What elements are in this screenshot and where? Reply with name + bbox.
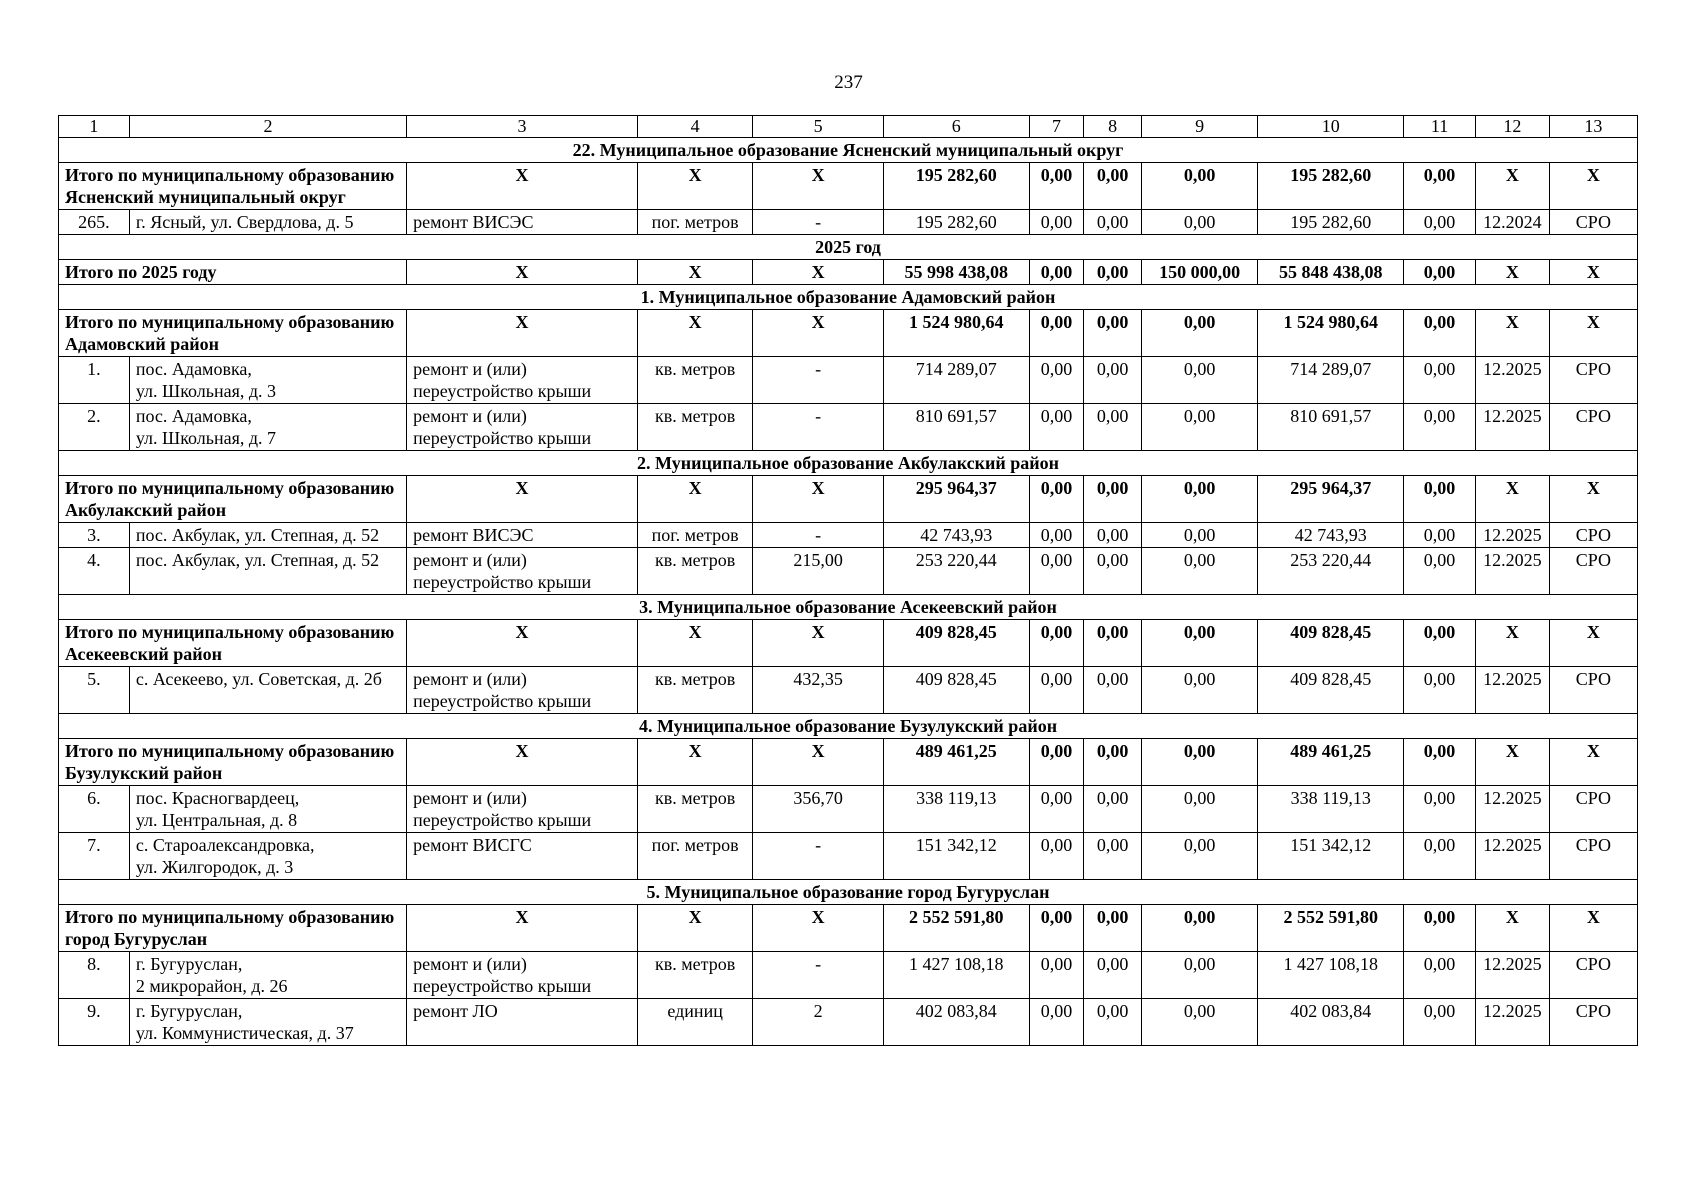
value-cell-c5: - bbox=[753, 404, 884, 451]
section-title: 22. Муниципальное образование Ясненский муниципальный округ bbox=[59, 138, 1638, 163]
column-number: 13 bbox=[1549, 116, 1637, 138]
work-type-cell: ремонт ВИСЭС bbox=[407, 523, 638, 548]
total-cell-c13: Х bbox=[1549, 476, 1637, 523]
total-cell-c5: Х bbox=[753, 163, 884, 210]
work-type-cell: ремонт и (или) переустройство крыши bbox=[407, 952, 638, 999]
value-cell-c5: - bbox=[753, 952, 884, 999]
total-cell-c13: Х bbox=[1549, 620, 1637, 667]
value-cell-c12: 12.2025 bbox=[1475, 357, 1549, 404]
work-type-cell: ремонт ЛО bbox=[407, 999, 638, 1046]
value-cell-c13: СРО bbox=[1549, 404, 1637, 451]
table-row bbox=[59, 833, 1638, 880]
value-cell-c10: 195 282,60 bbox=[1258, 210, 1404, 235]
total-cell-c9: 0,00 bbox=[1141, 620, 1257, 667]
total-cell-c11: 0,00 bbox=[1404, 905, 1476, 952]
total-cell-c8: 0,00 bbox=[1084, 260, 1142, 285]
section-header-row bbox=[59, 595, 1638, 620]
total-cell-c10: 195 282,60 bbox=[1258, 163, 1404, 210]
total-cell-c13: Х bbox=[1549, 163, 1637, 210]
total-cell-c8: 0,00 bbox=[1084, 476, 1142, 523]
total-cell-c3: Х bbox=[407, 905, 638, 952]
value-cell-c6: 195 282,60 bbox=[883, 210, 1029, 235]
total-row bbox=[59, 476, 1638, 523]
unit-cell: кв. метров bbox=[637, 357, 752, 404]
value-cell-c7: 0,00 bbox=[1029, 667, 1084, 714]
address-line: пос. Адамовка, bbox=[135, 359, 252, 379]
value-cell-c10: 1 427 108,18 bbox=[1258, 952, 1404, 999]
address-line: г. Бугуруслан, bbox=[135, 1001, 243, 1021]
total-cell-c9: 150 000,00 bbox=[1141, 260, 1257, 285]
total-cell-c5: Х bbox=[753, 260, 884, 285]
work-type-cell: ремонт и (или) переустройство крыши bbox=[407, 786, 638, 833]
total-label: Итого по 2025 году bbox=[59, 260, 407, 285]
total-cell-c4: Х bbox=[637, 905, 752, 952]
total-cell-c10: 1 524 980,64 bbox=[1258, 310, 1404, 357]
address-line-2: ул. Жилгородок, д. 3 bbox=[135, 857, 294, 877]
table-row bbox=[59, 952, 1638, 999]
total-cell-c3: Х bbox=[407, 620, 638, 667]
total-cell-c9: 0,00 bbox=[1141, 476, 1257, 523]
total-label: Итого по муниципальному образованию Бузулукский район bbox=[59, 739, 407, 786]
value-cell-c9: 0,00 bbox=[1141, 357, 1257, 404]
total-cell-c10: 489 461,25 bbox=[1258, 739, 1404, 786]
address-cell bbox=[129, 786, 406, 833]
section-header-row bbox=[59, 451, 1638, 476]
total-cell-c9: 0,00 bbox=[1141, 163, 1257, 210]
address-line: пос. Акбулак, ул. Степная, д. 52 bbox=[135, 525, 380, 545]
value-cell-c8: 0,00 bbox=[1084, 999, 1142, 1046]
section-header-row bbox=[59, 880, 1638, 905]
value-cell-c9: 0,00 bbox=[1141, 523, 1257, 548]
total-cell-c6: 2 552 591,80 bbox=[883, 905, 1029, 952]
total-cell-c7: 0,00 bbox=[1029, 739, 1084, 786]
value-cell-c7: 0,00 bbox=[1029, 833, 1084, 880]
address-line: г. Бугуруслан, bbox=[135, 954, 243, 974]
value-cell-c8: 0,00 bbox=[1084, 548, 1142, 595]
row-number: 265. bbox=[59, 210, 130, 235]
value-cell-c8: 0,00 bbox=[1084, 523, 1142, 548]
total-label: Итого по муниципальному образованию Асекеевский район bbox=[59, 620, 407, 667]
table-row bbox=[59, 999, 1638, 1046]
total-cell-c5: Х bbox=[753, 476, 884, 523]
total-cell-c8: 0,00 bbox=[1084, 310, 1142, 357]
unit-cell: кв. метров bbox=[637, 404, 752, 451]
total-cell-c7: 0,00 bbox=[1029, 476, 1084, 523]
unit-cell: кв. метров bbox=[637, 667, 752, 714]
value-cell-c9: 0,00 bbox=[1141, 833, 1257, 880]
value-cell-c7: 0,00 bbox=[1029, 999, 1084, 1046]
total-label: Итого по муниципальному образованию Акбулакский район bbox=[59, 476, 407, 523]
total-cell-c3: Х bbox=[407, 260, 638, 285]
value-cell-c11: 0,00 bbox=[1404, 404, 1476, 451]
value-cell-c10: 810 691,57 bbox=[1258, 404, 1404, 451]
value-cell-c10: 253 220,44 bbox=[1258, 548, 1404, 595]
address-cell bbox=[129, 833, 406, 880]
total-cell-c8: 0,00 bbox=[1084, 163, 1142, 210]
column-number: 6 bbox=[883, 116, 1029, 138]
value-cell-c6: 714 289,07 bbox=[883, 357, 1029, 404]
value-cell-c7: 0,00 bbox=[1029, 404, 1084, 451]
total-label: Итого по муниципальному образованию город Бугуруслан bbox=[59, 905, 407, 952]
total-cell-c4: Х bbox=[637, 310, 752, 357]
unit-cell: пог. метров bbox=[637, 523, 752, 548]
row-number: 1. bbox=[59, 357, 130, 404]
section-header-row bbox=[59, 138, 1638, 163]
value-cell-c6: 338 119,13 bbox=[883, 786, 1029, 833]
column-number: 8 bbox=[1084, 116, 1142, 138]
value-cell-c7: 0,00 bbox=[1029, 523, 1084, 548]
value-cell-c11: 0,00 bbox=[1404, 786, 1476, 833]
value-cell-c11: 0,00 bbox=[1404, 210, 1476, 235]
section-title: 2. Муниципальное образование Акбулакский район bbox=[59, 451, 1638, 476]
value-cell-c12: 12.2025 bbox=[1475, 667, 1549, 714]
value-cell-c7: 0,00 bbox=[1029, 210, 1084, 235]
value-cell-c11: 0,00 bbox=[1404, 952, 1476, 999]
total-cell-c12: Х bbox=[1475, 163, 1549, 210]
total-cell-c10: 55 848 438,08 bbox=[1258, 260, 1404, 285]
column-number: 4 bbox=[637, 116, 752, 138]
table-row bbox=[59, 548, 1638, 595]
table-row bbox=[59, 404, 1638, 451]
value-cell-c6: 402 083,84 bbox=[883, 999, 1029, 1046]
section-title: 4. Муниципальное образование Бузулукский район bbox=[59, 714, 1638, 739]
value-cell-c13: СРО bbox=[1549, 548, 1637, 595]
value-cell-c8: 0,00 bbox=[1084, 786, 1142, 833]
value-cell-c9: 0,00 bbox=[1141, 667, 1257, 714]
value-cell-c10: 338 119,13 bbox=[1258, 786, 1404, 833]
column-number: 1 bbox=[59, 116, 130, 138]
value-cell-c7: 0,00 bbox=[1029, 357, 1084, 404]
work-type-cell: ремонт ВИСГС bbox=[407, 833, 638, 880]
value-cell-c11: 0,00 bbox=[1404, 548, 1476, 595]
table-row bbox=[59, 357, 1638, 404]
total-cell-c12: Х bbox=[1475, 260, 1549, 285]
total-cell-c10: 409 828,45 bbox=[1258, 620, 1404, 667]
address-line-2: ул. Коммунистическая, д. 37 bbox=[135, 1023, 354, 1043]
value-cell-c6: 409 828,45 bbox=[883, 667, 1029, 714]
total-cell-c8: 0,00 bbox=[1084, 620, 1142, 667]
column-number: 7 bbox=[1029, 116, 1084, 138]
total-cell-c7: 0,00 bbox=[1029, 260, 1084, 285]
value-cell-c13: СРО bbox=[1549, 210, 1637, 235]
unit-cell: кв. метров bbox=[637, 786, 752, 833]
row-number: 3. bbox=[59, 523, 130, 548]
total-row bbox=[59, 905, 1638, 952]
value-cell-c11: 0,00 bbox=[1404, 667, 1476, 714]
total-cell-c11: 0,00 bbox=[1404, 163, 1476, 210]
value-cell-c7: 0,00 bbox=[1029, 548, 1084, 595]
address-line: пос. Акбулак, ул. Степная, д. 52 bbox=[135, 550, 380, 570]
total-cell-c9: 0,00 bbox=[1141, 310, 1257, 357]
section-header-row bbox=[59, 285, 1638, 310]
work-type-cell: ремонт и (или) переустройство крыши bbox=[407, 548, 638, 595]
total-cell-c9: 0,00 bbox=[1141, 905, 1257, 952]
value-cell-c5: 432,35 bbox=[753, 667, 884, 714]
value-cell-c12: 12.2025 bbox=[1475, 523, 1549, 548]
value-cell-c10: 42 743,93 bbox=[1258, 523, 1404, 548]
address-cell bbox=[129, 952, 406, 999]
capital-repair-table bbox=[58, 115, 1638, 1046]
value-cell-c13: СРО bbox=[1549, 786, 1637, 833]
value-cell-c6: 1 427 108,18 bbox=[883, 952, 1029, 999]
value-cell-c13: СРО bbox=[1549, 999, 1637, 1046]
value-cell-c13: СРО bbox=[1549, 833, 1637, 880]
row-number: 6. bbox=[59, 786, 130, 833]
value-cell-c5: 2 bbox=[753, 999, 884, 1046]
total-cell-c6: 295 964,37 bbox=[883, 476, 1029, 523]
column-number-row bbox=[59, 116, 1638, 138]
row-number: 4. bbox=[59, 548, 130, 595]
value-cell-c6: 42 743,93 bbox=[883, 523, 1029, 548]
total-cell-c11: 0,00 bbox=[1404, 310, 1476, 357]
column-number: 10 bbox=[1258, 116, 1404, 138]
value-cell-c9: 0,00 bbox=[1141, 210, 1257, 235]
unit-cell: кв. метров bbox=[637, 952, 752, 999]
total-cell-c13: Х bbox=[1549, 739, 1637, 786]
total-cell-c3: Х bbox=[407, 310, 638, 357]
column-number: 5 bbox=[753, 116, 884, 138]
value-cell-c7: 0,00 bbox=[1029, 952, 1084, 999]
value-cell-c11: 0,00 bbox=[1404, 833, 1476, 880]
row-number: 2. bbox=[59, 404, 130, 451]
address-line-2: 2 микрорайон, д. 26 bbox=[135, 976, 288, 996]
total-cell-c6: 195 282,60 bbox=[883, 163, 1029, 210]
value-cell-c12: 12.2025 bbox=[1475, 786, 1549, 833]
section-title: 5. Муниципальное образование город Бугуруслан bbox=[59, 880, 1638, 905]
total-cell-c4: Х bbox=[637, 476, 752, 523]
work-type-cell: ремонт и (или) переустройство крыши bbox=[407, 404, 638, 451]
address-line: пос. Адамовка, bbox=[135, 406, 252, 426]
total-cell-c7: 0,00 bbox=[1029, 310, 1084, 357]
total-cell-c12: Х bbox=[1475, 310, 1549, 357]
section-title: 3. Муниципальное образование Асекеевский район bbox=[59, 595, 1638, 620]
address-cell bbox=[129, 357, 406, 404]
address-line: с. Староалександровка, bbox=[135, 835, 315, 855]
column-number: 9 bbox=[1141, 116, 1257, 138]
work-type-cell: ремонт и (или) переустройство крыши bbox=[407, 667, 638, 714]
address-line-2: ул. Школьная, д. 3 bbox=[135, 381, 277, 401]
total-cell-c11: 0,00 bbox=[1404, 739, 1476, 786]
row-number: 7. bbox=[59, 833, 130, 880]
value-cell-c11: 0,00 bbox=[1404, 523, 1476, 548]
value-cell-c10: 409 828,45 bbox=[1258, 667, 1404, 714]
value-cell-c8: 0,00 bbox=[1084, 210, 1142, 235]
value-cell-c10: 151 342,12 bbox=[1258, 833, 1404, 880]
value-cell-c5: - bbox=[753, 523, 884, 548]
total-cell-c4: Х bbox=[637, 260, 752, 285]
value-cell-c12: 12.2025 bbox=[1475, 833, 1549, 880]
address-cell bbox=[129, 404, 406, 451]
total-cell-c8: 0,00 bbox=[1084, 739, 1142, 786]
row-number: 5. bbox=[59, 667, 130, 714]
value-cell-c7: 0,00 bbox=[1029, 786, 1084, 833]
total-cell-c10: 295 964,37 bbox=[1258, 476, 1404, 523]
value-cell-c9: 0,00 bbox=[1141, 404, 1257, 451]
value-cell-c12: 12.2025 bbox=[1475, 999, 1549, 1046]
total-cell-c8: 0,00 bbox=[1084, 905, 1142, 952]
work-type-cell: ремонт ВИСЭС bbox=[407, 210, 638, 235]
total-cell-c12: Х bbox=[1475, 905, 1549, 952]
column-number: 3 bbox=[407, 116, 638, 138]
value-cell-c6: 253 220,44 bbox=[883, 548, 1029, 595]
total-cell-c7: 0,00 bbox=[1029, 620, 1084, 667]
section-title: 1. Муниципальное образование Адамовский район bbox=[59, 285, 1638, 310]
value-cell-c5: 215,00 bbox=[753, 548, 884, 595]
total-cell-c9: 0,00 bbox=[1141, 739, 1257, 786]
value-cell-c8: 0,00 bbox=[1084, 357, 1142, 404]
value-cell-c12: 12.2025 bbox=[1475, 548, 1549, 595]
unit-cell: пог. метров bbox=[637, 210, 752, 235]
value-cell-c8: 0,00 bbox=[1084, 952, 1142, 999]
total-cell-c4: Х bbox=[637, 163, 752, 210]
total-cell-c5: Х bbox=[753, 310, 884, 357]
table-row bbox=[59, 210, 1638, 235]
value-cell-c12: 12.2024 bbox=[1475, 210, 1549, 235]
total-cell-c7: 0,00 bbox=[1029, 905, 1084, 952]
total-cell-c3: Х bbox=[407, 739, 638, 786]
total-cell-c12: Х bbox=[1475, 476, 1549, 523]
row-number: 8. bbox=[59, 952, 130, 999]
value-cell-c10: 714 289,07 bbox=[1258, 357, 1404, 404]
total-cell-c11: 0,00 bbox=[1404, 260, 1476, 285]
value-cell-c12: 12.2025 bbox=[1475, 404, 1549, 451]
total-row bbox=[59, 620, 1638, 667]
value-cell-c8: 0,00 bbox=[1084, 833, 1142, 880]
value-cell-c11: 0,00 bbox=[1404, 999, 1476, 1046]
table-row bbox=[59, 786, 1638, 833]
value-cell-c5: 356,70 bbox=[753, 786, 884, 833]
total-label: Итого по муниципальному образованию Адамовский район bbox=[59, 310, 407, 357]
total-cell-c5: Х bbox=[753, 620, 884, 667]
total-cell-c10: 2 552 591,80 bbox=[1258, 905, 1404, 952]
value-cell-c6: 810 691,57 bbox=[883, 404, 1029, 451]
value-cell-c5: - bbox=[753, 357, 884, 404]
unit-cell: единиц bbox=[637, 999, 752, 1046]
value-cell-c9: 0,00 bbox=[1141, 952, 1257, 999]
value-cell-c8: 0,00 bbox=[1084, 404, 1142, 451]
address-line: г. Ясный, ул. Свердлова, д. 5 bbox=[135, 212, 354, 232]
address-cell bbox=[129, 667, 406, 714]
value-cell-c13: СРО bbox=[1549, 667, 1637, 714]
column-number: 11 bbox=[1404, 116, 1476, 138]
total-cell-c12: Х bbox=[1475, 739, 1549, 786]
value-cell-c8: 0,00 bbox=[1084, 667, 1142, 714]
total-cell-c7: 0,00 bbox=[1029, 163, 1084, 210]
total-cell-c5: Х bbox=[753, 739, 884, 786]
work-type-cell: ремонт и (или) переустройство крыши bbox=[407, 357, 638, 404]
total-cell-c11: 0,00 bbox=[1404, 476, 1476, 523]
total-row bbox=[59, 163, 1638, 210]
total-row bbox=[59, 260, 1638, 285]
value-cell-c6: 151 342,12 bbox=[883, 833, 1029, 880]
page-number: 237 bbox=[834, 72, 863, 93]
section-header-row bbox=[59, 714, 1638, 739]
total-cell-c13: Х bbox=[1549, 310, 1637, 357]
address-line-2: ул. Школьная, д. 7 bbox=[135, 428, 277, 448]
address-cell bbox=[129, 548, 406, 595]
section-header-row bbox=[59, 235, 1638, 260]
total-row bbox=[59, 310, 1638, 357]
total-cell-c6: 1 524 980,64 bbox=[883, 310, 1029, 357]
total-cell-c5: Х bbox=[753, 905, 884, 952]
value-cell-c11: 0,00 bbox=[1404, 357, 1476, 404]
value-cell-c13: СРО bbox=[1549, 523, 1637, 548]
value-cell-c13: СРО bbox=[1549, 952, 1637, 999]
value-cell-c13: СРО bbox=[1549, 357, 1637, 404]
total-cell-c6: 409 828,45 bbox=[883, 620, 1029, 667]
address-cell bbox=[129, 210, 406, 235]
total-cell-c12: Х bbox=[1475, 620, 1549, 667]
total-cell-c3: Х bbox=[407, 163, 638, 210]
section-title: 2025 год bbox=[59, 235, 1638, 260]
address-line: пос. Красногвардеец, bbox=[135, 788, 300, 808]
value-cell-c5: - bbox=[753, 833, 884, 880]
value-cell-c9: 0,00 bbox=[1141, 548, 1257, 595]
address-line-2: ул. Центральная, д. 8 bbox=[135, 810, 298, 830]
total-cell-c4: Х bbox=[637, 620, 752, 667]
address-cell bbox=[129, 999, 406, 1046]
total-cell-c6: 489 461,25 bbox=[883, 739, 1029, 786]
address-line: с. Асекеево, ул. Советская, д. 2б bbox=[135, 669, 382, 689]
unit-cell: кв. метров bbox=[637, 548, 752, 595]
value-cell-c9: 0,00 bbox=[1141, 786, 1257, 833]
total-cell-c13: Х bbox=[1549, 260, 1637, 285]
value-cell-c9: 0,00 bbox=[1141, 999, 1257, 1046]
total-row bbox=[59, 739, 1638, 786]
table-row bbox=[59, 667, 1638, 714]
row-number: 9. bbox=[59, 999, 130, 1046]
address-cell bbox=[129, 523, 406, 548]
unit-cell: пог. метров bbox=[637, 833, 752, 880]
column-number: 12 bbox=[1475, 116, 1549, 138]
total-cell-c6: 55 998 438,08 bbox=[883, 260, 1029, 285]
total-cell-c11: 0,00 bbox=[1404, 620, 1476, 667]
value-cell-c12: 12.2025 bbox=[1475, 952, 1549, 999]
value-cell-c10: 402 083,84 bbox=[1258, 999, 1404, 1046]
value-cell-c5: - bbox=[753, 210, 884, 235]
total-cell-c13: Х bbox=[1549, 905, 1637, 952]
total-cell-c3: Х bbox=[407, 476, 638, 523]
column-number: 2 bbox=[129, 116, 406, 138]
total-cell-c4: Х bbox=[637, 739, 752, 786]
total-label: Итого по муниципальному образованию Ясненский муниципальный округ bbox=[59, 163, 407, 210]
table-row bbox=[59, 523, 1638, 548]
